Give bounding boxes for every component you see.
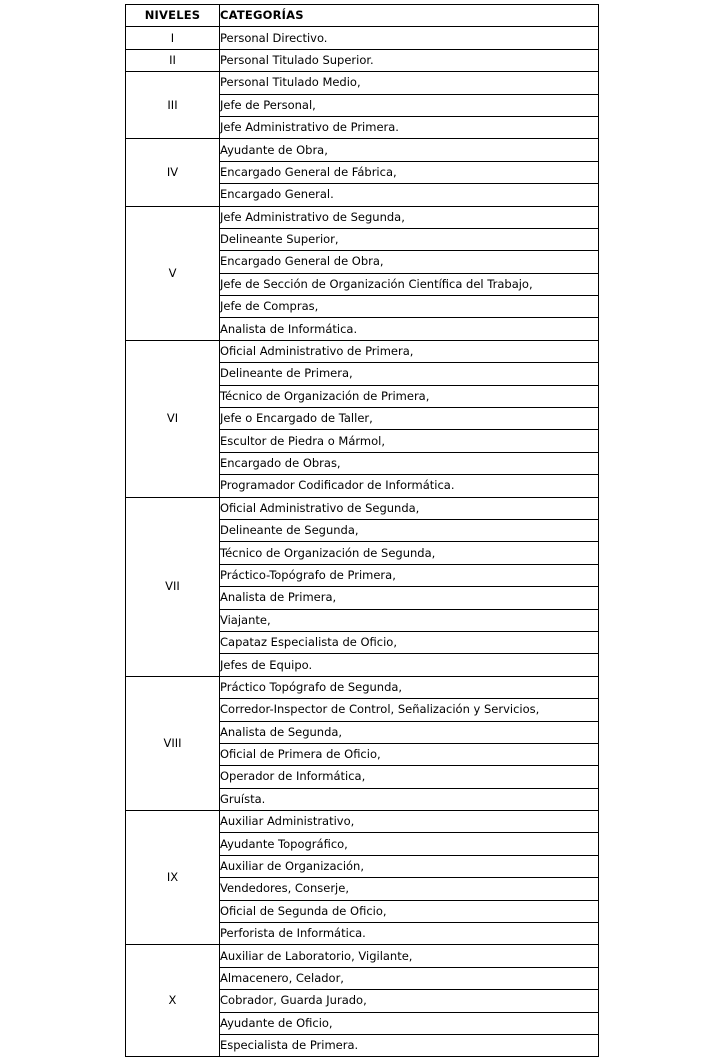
level-cell: II xyxy=(126,49,220,71)
category-cell: Personal Directivo. xyxy=(220,27,599,49)
column-header-niveles: NIVELES xyxy=(126,5,220,27)
category-cell: Ayudante Topográfico, xyxy=(220,833,599,855)
level-cell: I xyxy=(126,27,220,49)
category-cell: Vendedores, Conserje, xyxy=(220,878,599,900)
category-cell: Analista de Primera, xyxy=(220,587,599,609)
level-cell: IV xyxy=(126,139,220,206)
category-cell: Jefe Administrativo de Segunda, xyxy=(220,206,599,228)
category-cell: Especialista de Primera. xyxy=(220,1034,599,1056)
category-cell: Práctico-Topógrafo de Primera, xyxy=(220,564,599,586)
category-cell: Auxiliar de Laboratorio, Vigilante, xyxy=(220,945,599,967)
level-cell: VI xyxy=(126,340,220,497)
category-cell: Capataz Especialista de Oficio, xyxy=(220,631,599,653)
category-cell: Auxiliar de Organización, xyxy=(220,855,599,877)
category-cell: Encargado de Obras, xyxy=(220,452,599,474)
level-cell: III xyxy=(126,72,220,139)
category-cell: Gruísta. xyxy=(220,788,599,810)
table-body xyxy=(126,27,599,1057)
category-cell: Jefes de Equipo. xyxy=(220,654,599,676)
column-header-categorias: CATEGORÍAS xyxy=(220,5,599,27)
table-row xyxy=(126,72,599,94)
category-cell: Analista de Segunda, xyxy=(220,721,599,743)
category-cell: Técnico de Organización de Segunda, xyxy=(220,542,599,564)
category-cell: Ayudante de Oficio, xyxy=(220,1012,599,1034)
category-cell: Técnico de Organización de Primera, xyxy=(220,385,599,407)
category-cell: Jefe de Compras, xyxy=(220,296,599,318)
table-row xyxy=(126,139,599,161)
table-row xyxy=(126,945,599,967)
category-cell: Ayudante de Obra, xyxy=(220,139,599,161)
table-row xyxy=(126,497,599,519)
table-header xyxy=(126,5,599,27)
category-cell: Práctico Topógrafo de Segunda, xyxy=(220,676,599,698)
category-cell: Encargado General de Obra, xyxy=(220,251,599,273)
category-cell: Auxiliar Administrativo, xyxy=(220,811,599,833)
category-cell: Cobrador, Guarda Jurado, xyxy=(220,990,599,1012)
level-cell: X xyxy=(126,945,220,1057)
category-cell: Jefe o Encargado de Taller, xyxy=(220,408,599,430)
level-cell: V xyxy=(126,206,220,340)
category-cell: Almacenero, Celador, xyxy=(220,967,599,989)
category-cell: Viajante, xyxy=(220,609,599,631)
category-cell: Delineante de Segunda, xyxy=(220,519,599,541)
category-cell: Escultor de Piedra o Mármol, xyxy=(220,430,599,452)
table-row xyxy=(126,27,599,49)
category-cell: Perforista de Informática. xyxy=(220,923,599,945)
category-cell: Oficial Administrativo de Primera, xyxy=(220,340,599,362)
category-cell: Personal Titulado Medio, xyxy=(220,72,599,94)
category-cell: Jefe de Sección de Organización Científica del Trabajo, xyxy=(220,273,599,295)
category-cell: Oficial Administrativo de Segunda, xyxy=(220,497,599,519)
table-row xyxy=(126,49,599,71)
table-row xyxy=(126,676,599,698)
category-cell: Programador Codificador de Informática. xyxy=(220,475,599,497)
table-header-row xyxy=(126,5,599,27)
professional-levels-table xyxy=(125,4,599,1057)
table-row xyxy=(126,811,599,833)
category-cell: Oficial de Segunda de Oficio, xyxy=(220,900,599,922)
level-cell: VII xyxy=(126,497,220,676)
category-cell: Analista de Informática. xyxy=(220,318,599,340)
category-cell: Encargado General de Fábrica, xyxy=(220,161,599,183)
category-cell: Delineante Superior, xyxy=(220,228,599,250)
category-cell: Corredor-Inspector de Control, Señalización y Servicios, xyxy=(220,699,599,721)
category-cell: Operador de Informática, xyxy=(220,766,599,788)
level-cell: VIII xyxy=(126,676,220,810)
category-cell: Delineante de Primera, xyxy=(220,363,599,385)
level-cell: IX xyxy=(126,811,220,945)
category-cell: Jefe de Personal, xyxy=(220,94,599,116)
category-cell: Jefe Administrativo de Primera. xyxy=(220,116,599,138)
category-cell: Oficial de Primera de Oficio, xyxy=(220,743,599,765)
category-cell: Encargado General. xyxy=(220,184,599,206)
table-row xyxy=(126,206,599,228)
table-row xyxy=(126,340,599,362)
category-cell: Personal Titulado Superior. xyxy=(220,49,599,71)
